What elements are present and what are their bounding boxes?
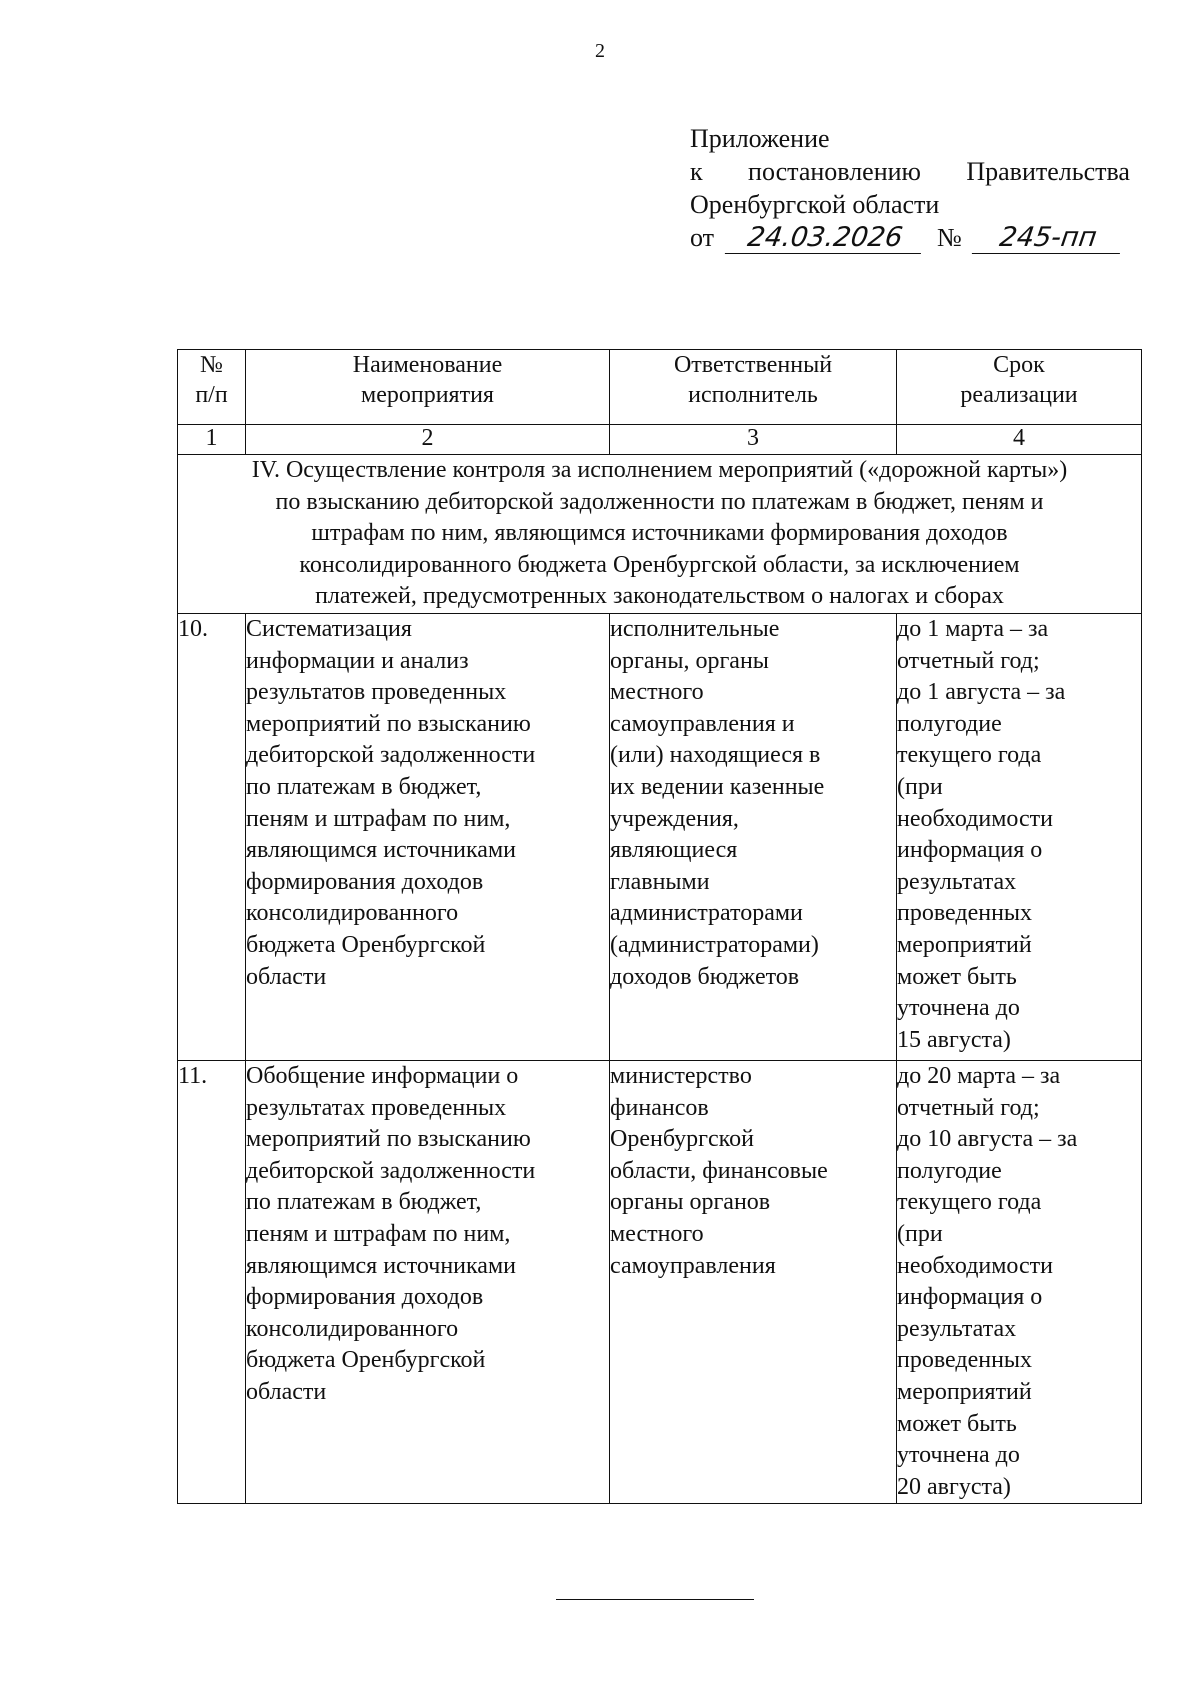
cell-text-line: являющимся источниками bbox=[246, 837, 516, 864]
cell-text-line: может быть bbox=[897, 1410, 1017, 1437]
cell-text-line: органы, органы bbox=[610, 647, 769, 674]
cell-text-line: проведенных bbox=[897, 1347, 1033, 1374]
cell-text-line: администраторами bbox=[610, 900, 803, 927]
cell-text-line: (при bbox=[897, 1220, 943, 1247]
cell-text-line: (администраторами) bbox=[610, 931, 819, 958]
cell-text-line: самоуправления и bbox=[610, 710, 795, 737]
cell-text-line: до 1 марта – за bbox=[897, 616, 1049, 642]
cell-text-line: учреждения, bbox=[610, 805, 739, 832]
cell-text-line: (при bbox=[897, 773, 943, 800]
text-line: IV. Осуществление контроля за исполнением мероприятий («дорожной карты») bbox=[251, 457, 1068, 483]
cell-text-line: консолидированного bbox=[246, 900, 459, 927]
handwritten-number: 245-пп bbox=[972, 223, 1124, 254]
cell-text-line: (или) находящиеся в bbox=[610, 742, 821, 769]
cell-text-line: результатах проведенных bbox=[246, 1094, 507, 1121]
cell-text-line: до 20 марта – за bbox=[897, 1063, 1061, 1089]
appendix-word-k: к bbox=[690, 157, 703, 186]
appendix-region: Оренбургской области bbox=[690, 190, 940, 219]
text-line: платежей, предусмотренных законодательством о налогах и сборах bbox=[315, 583, 1004, 609]
cell-text-line: мероприятий bbox=[897, 1378, 1032, 1405]
cell-text-line: являющимся источниками bbox=[246, 1252, 516, 1279]
cell-text-line: 20 августа) bbox=[897, 1473, 1011, 1500]
text-line: Срок bbox=[993, 352, 1045, 378]
measures-table bbox=[177, 349, 1142, 1504]
cell-text-line: области bbox=[246, 963, 327, 990]
appendix-date-line bbox=[690, 221, 1130, 254]
executor-cell bbox=[610, 614, 897, 1061]
number-sign: № bbox=[937, 223, 962, 252]
cell-text-line: местного bbox=[610, 679, 704, 706]
cell-text-line: главными bbox=[610, 868, 710, 895]
cell-text-line: уточнена до bbox=[897, 1442, 1020, 1469]
executor-cell bbox=[610, 1061, 897, 1504]
cell-text-line: являющиеся bbox=[610, 837, 738, 864]
cell-text-line: результатах bbox=[897, 868, 1017, 895]
appendix-word-government: Правительства bbox=[966, 157, 1130, 186]
text-line: Наименование bbox=[352, 352, 503, 378]
header-executor bbox=[610, 350, 897, 425]
column-index-row bbox=[178, 425, 1142, 455]
text-line: п/п bbox=[195, 382, 228, 408]
cell-text-line: Обобщение информации о bbox=[246, 1063, 519, 1089]
cell-text-line: дебиторской задолженности bbox=[246, 742, 536, 769]
cell-text-line: результатов проведенных bbox=[246, 679, 507, 706]
date-prefix: от bbox=[690, 223, 715, 252]
text-line: Ответственный bbox=[673, 352, 833, 378]
cell-text-line: финансов bbox=[610, 1094, 709, 1121]
cell-text-line: Оренбургской bbox=[610, 1126, 754, 1153]
text-line: мероприятия bbox=[361, 382, 494, 408]
section-heading bbox=[178, 455, 1142, 614]
header-number bbox=[178, 350, 246, 425]
column-index: 3 bbox=[610, 425, 897, 455]
cell-text-line: бюджета Оренбургской bbox=[246, 931, 486, 958]
cell-text-line: полугодие bbox=[897, 1157, 1002, 1184]
cell-text-line: результатах bbox=[897, 1315, 1017, 1342]
cell-text-line: мероприятий по взысканию bbox=[246, 710, 531, 737]
text-line: штрафам по ним, являющимся источниками формирования доходов bbox=[311, 520, 1008, 546]
cell-text-line: органы органов bbox=[610, 1189, 771, 1216]
cell-text-line: по платежам в бюджет, bbox=[246, 773, 482, 800]
cell-text-line: области, финансовые bbox=[610, 1157, 828, 1184]
column-index: 2 bbox=[246, 425, 610, 455]
text-line: № bbox=[200, 352, 223, 378]
deadline-cell bbox=[897, 614, 1142, 1061]
text-line: по взысканию дебиторской задолженности по платежам в бюджет, пеням и bbox=[275, 488, 1044, 515]
page-number: 2 bbox=[595, 40, 605, 62]
cell-text-line: пеням и штрафам по ним, bbox=[246, 805, 511, 832]
cell-text-line: до 1 августа – за bbox=[897, 679, 1066, 706]
closing-divider bbox=[556, 1599, 754, 1600]
cell-text-line: пеням и штрафам по ним, bbox=[246, 1220, 511, 1247]
cell-text-line: доходов бюджетов bbox=[610, 963, 800, 990]
cell-text-line: бюджета Оренбургской bbox=[246, 1347, 486, 1374]
cell-text-line: консолидированного bbox=[246, 1315, 459, 1342]
handwritten-date: 24.03.2026 bbox=[724, 223, 924, 254]
cell-text-line: исполнительные bbox=[610, 616, 780, 642]
cell-text-line: информации и анализ bbox=[246, 647, 469, 674]
appendix-title: Приложение bbox=[690, 124, 830, 153]
cell-text-line: уточнена до bbox=[897, 995, 1020, 1022]
cell-text-line: необходимости bbox=[897, 805, 1054, 832]
cell-text-line: полугодие bbox=[897, 710, 1002, 737]
cell-text-line: текущего года bbox=[897, 1189, 1042, 1216]
cell-text-line: местного bbox=[610, 1220, 704, 1247]
measure-name-cell bbox=[246, 614, 610, 1061]
row-number: 10. bbox=[178, 614, 246, 1061]
cell-text-line: отчетный год; bbox=[897, 1094, 1040, 1121]
column-index: 4 bbox=[897, 425, 1142, 455]
cell-text-line: необходимости bbox=[897, 1252, 1054, 1279]
cell-text-line: мероприятий bbox=[897, 931, 1032, 958]
cell-text-line: информация о bbox=[897, 837, 1043, 864]
appendix-word-resolution: постановлению bbox=[748, 157, 921, 186]
measure-name-cell bbox=[246, 1061, 610, 1504]
cell-text-line: до 10 августа – за bbox=[897, 1126, 1078, 1153]
cell-text-line: самоуправления bbox=[610, 1252, 776, 1279]
cell-text-line: их ведении казенные bbox=[610, 773, 825, 800]
text-line: реализации bbox=[960, 382, 1078, 408]
cell-text-line: проведенных bbox=[897, 900, 1033, 927]
cell-text-line: формирования доходов bbox=[246, 868, 484, 895]
text-line: исполнитель bbox=[688, 382, 818, 408]
table-row bbox=[178, 614, 1142, 1061]
section-row bbox=[178, 455, 1142, 614]
cell-text-line: министерство bbox=[610, 1063, 752, 1089]
cell-text-line: дебиторской задолженности bbox=[246, 1157, 536, 1184]
header-deadline bbox=[897, 350, 1142, 425]
appendix-line-2 bbox=[690, 155, 1130, 188]
cell-text-line: мероприятий по взысканию bbox=[246, 1126, 531, 1153]
cell-text-line: 15 августа) bbox=[897, 1026, 1011, 1053]
cell-text-line: может быть bbox=[897, 963, 1017, 990]
column-index: 1 bbox=[178, 425, 246, 455]
cell-text-line: отчетный год; bbox=[897, 647, 1040, 674]
cell-text-line: по платежам в бюджет, bbox=[246, 1189, 482, 1216]
cell-text-line: Систематизация bbox=[246, 616, 412, 642]
cell-text-line: формирования доходов bbox=[246, 1284, 484, 1311]
text-line: консолидированного бюджета Оренбургской области, за исключением bbox=[299, 551, 1020, 578]
table-row bbox=[178, 1061, 1142, 1504]
cell-text-line: текущего года bbox=[897, 742, 1042, 769]
header-measure-name bbox=[246, 350, 610, 425]
cell-text-line: информация о bbox=[897, 1284, 1043, 1311]
table-header-row bbox=[178, 350, 1142, 425]
deadline-cell bbox=[897, 1061, 1142, 1504]
cell-text-line: области bbox=[246, 1378, 327, 1405]
row-number: 11. bbox=[178, 1061, 246, 1504]
appendix-block bbox=[690, 122, 1130, 254]
